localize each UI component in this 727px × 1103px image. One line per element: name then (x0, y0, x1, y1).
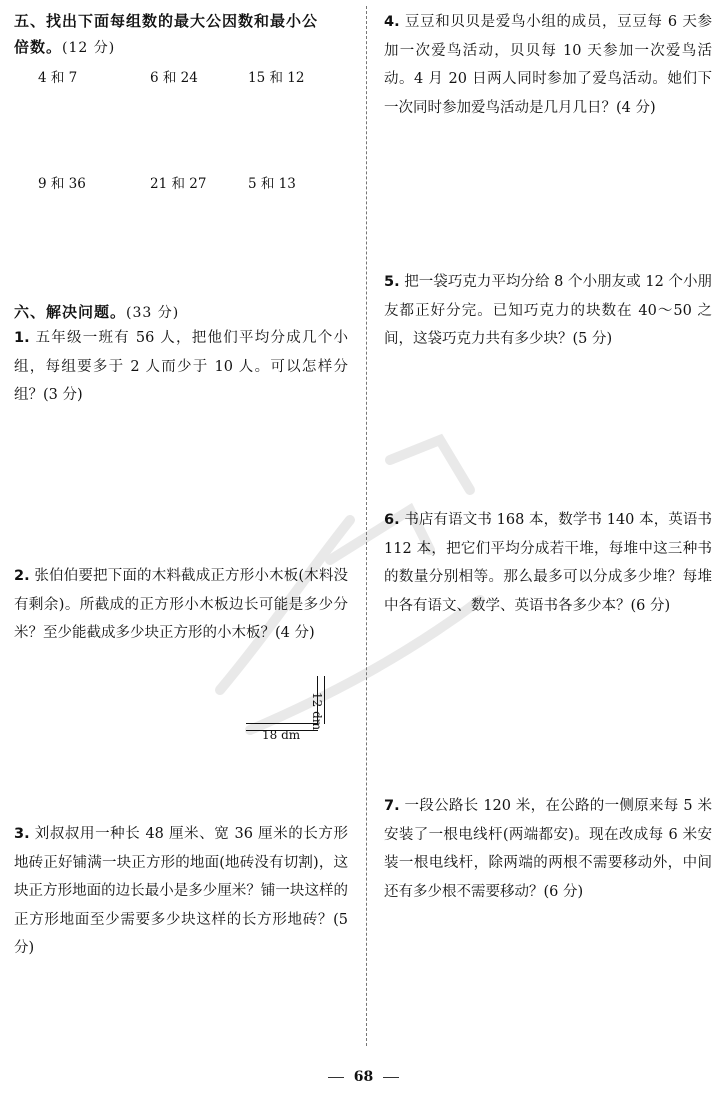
height-label: 12 dm (310, 692, 324, 731)
number-pair: 9 和 36 (38, 176, 86, 192)
page-footer (0, 1069, 727, 1085)
section5-title: 五、找出下面每组数的最大公因数和最小公 倍数。(12 分) (14, 12, 319, 56)
number-pair: 4 和 7 (38, 70, 78, 86)
number-pair: 6 和 24 (150, 70, 198, 86)
section6-title: 六、解决问题。(33 分) (14, 303, 180, 321)
column-divider (366, 6, 367, 1046)
question-1: 1. 五年级一班有 56 人，把他们平均分成几个小组，每组要多于 2 人而少于 10 人。可以怎样分组？(3 分) (14, 330, 349, 403)
question-5: 5. 把一袋巧克力平均分给 8 个小朋友或 12 个小朋友都正好分完。已知巧克力的块数在 40～50 之间，这袋巧克力共有多少块？(5 分) (384, 274, 712, 347)
number-pair: 21 和 27 (150, 176, 207, 192)
question-2: 2. 张伯伯要把下面的木料截成正方形小木板(木料没有剩余)。所截成的正方形小木板边长可能是多少分米？至少能截成多少块正方形的小木板？(4 分) (14, 568, 349, 641)
question-6: 6. 书店有语文书 168 本，数学书 140 本，英语书 112 本，把它们平均分成若干堆，每堆中这三种书的数量分别相等。那么最多可以分成多少堆？每堆中各有语文、数学、英语书各多少本？(6 分) (384, 512, 713, 614)
width-label: 18 dm (262, 728, 301, 742)
number-pair: 5 和 13 (248, 176, 296, 192)
page-number: 68 (353, 1069, 374, 1085)
wood-horizontal-edge (246, 723, 318, 724)
question-3: 3. 刘叔叔用一种长 48 厘米、宽 36 厘米的长方形地砖正好铺满一块正方形的地面(地砖没有切割)，这块正方形地面的边长最小是多少厘米？铺一块这样的正方形地面至少需要多少块这样的长方形地砖？(5 分) (14, 826, 349, 956)
question-7: 7. 一段公路长 120 米，在公路的一侧原来每 5 米安装了一根电线杆(两端都安)。现在改成每 6 米安装一根电线杆，除两端的两根不需要移动外，中间还有多少根不需要移动？(6 分) (384, 798, 713, 900)
number-pair: 15 和 12 (248, 70, 305, 86)
question-4: 4. 豆豆和贝贝是爱鸟小组的成员，豆豆每 6 天参加一次爱鸟活动，贝贝每 10 天参加一次爱鸟活动。4 月 20 日两人同时参加了爱鸟活动。她们下一次同时参加爱鸟活动是几月几日？(4 分) (384, 14, 713, 116)
height-dimension-line (324, 676, 325, 724)
